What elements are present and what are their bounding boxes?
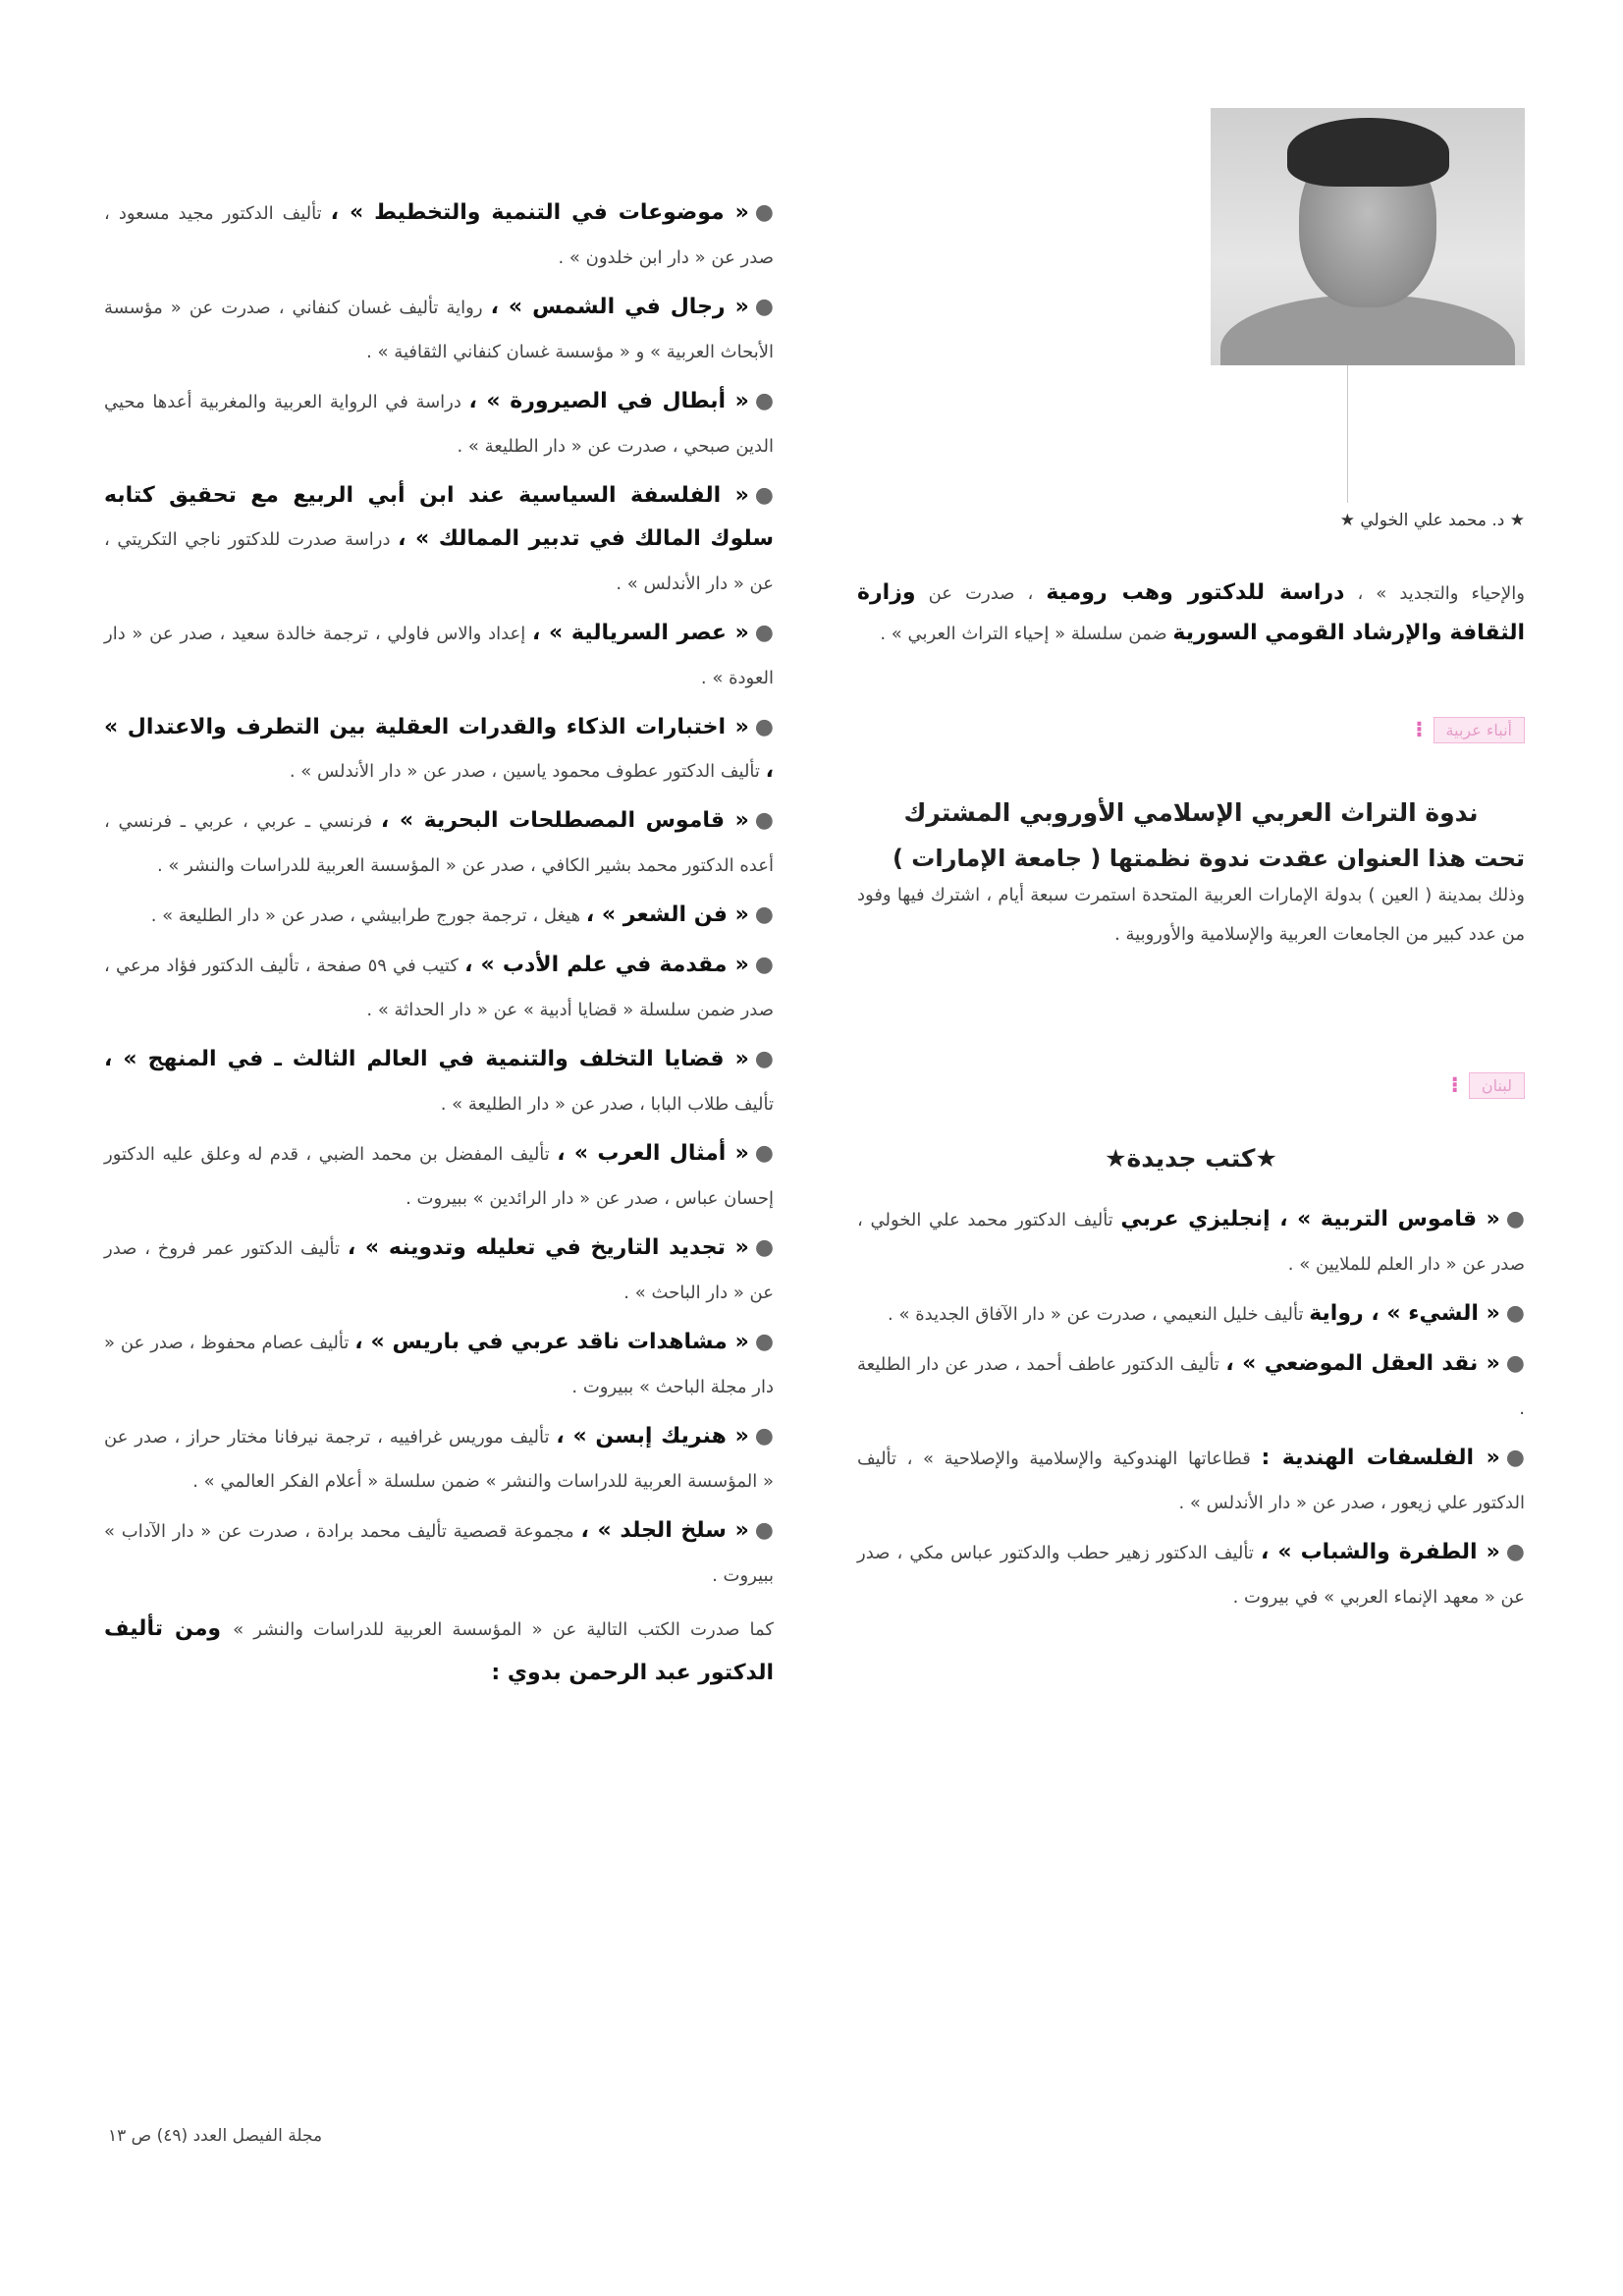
book-author: قطاعاتها الهندوكية والإسلامية والإصلاحية » ، تأليف الدكتور علي زيعور ، [857, 1449, 1525, 1513]
book-publisher: صدر عن « دار ابن خلدون » . [558, 247, 774, 268]
book-publisher: صدر عن « دار الطليعة » . [440, 1094, 640, 1115]
book-publisher: صدر عن دار الطليعة . [857, 1354, 1525, 1419]
book-entry [104, 1038, 774, 1126]
intro-text-3: ضمن سلسلة « إحياء التراث العربي » . [880, 624, 1173, 644]
book-author: كتيب في ٥٩ صفحة ، تأليف الدكتور فؤاد مرعي ، [104, 956, 465, 976]
bullet-icon: ● [754, 200, 774, 225]
book-author: فرنسي ـ عربي ، عربي ـ فرنسي ، أعده الدكتور محمد بشير الكافي ، [104, 811, 774, 876]
book-author: تأليف المفضل بن محمد الضبي ، قدم له وعلق عليه الدكتور إحسان عباس ، [104, 1144, 774, 1209]
section-tag-arab-news [857, 717, 1525, 743]
book-publisher: صدرت عن « مؤسسة الأبحاث العربية » و « مؤسسة غسان كنفاني الثقافية » . [104, 298, 774, 362]
book-title: « الشيء » ، رواية [1309, 1301, 1500, 1326]
bullet-icon: ● [754, 483, 774, 508]
intro-text-1: والإحياء والتجديد » ، [1344, 583, 1525, 604]
book-title: « قضايا التخلف والتنمية في العالم الثالث ـ في المنهج » ، [104, 1047, 749, 1071]
book-entries-list [104, 191, 774, 1598]
new-book-entry [857, 1531, 1525, 1619]
book-entry [104, 191, 774, 280]
bullet-icon: ● [754, 808, 774, 833]
section-tag-label: أنباء عربية [1434, 717, 1525, 743]
new-book-entry [857, 1342, 1525, 1431]
book-author: دراسة في الرواية العربية والمغربية أعدها محيي الدين صبحي ، [104, 392, 774, 457]
book-publisher: صدرت عن « دار الآداب » ببيروت . [104, 1521, 774, 1586]
book-entry [104, 799, 774, 888]
book-publisher: صدر عن « دار العلم للملايين » . [1287, 1254, 1525, 1275]
book-title: « تجديد التاريخ في تعليله وتدوينه » ، [347, 1235, 749, 1260]
book-author: تأليف الدكتور محمد علي الخولي ، [857, 1210, 1121, 1230]
book-title: « فن الشعر » ، [585, 902, 749, 927]
book-author: تأليف موريس غرافييه ، ترجمة نيرفانا مختار حراز ، [174, 1427, 557, 1448]
photo-block [857, 108, 1525, 579]
page-footer: مجلة الفيصل العدد (٤٩) ص ١٣ [108, 2126, 323, 2146]
right-column [857, 108, 1525, 1625]
book-publisher: صدر عن « دار مجلة الباحث » ببيروت . [104, 1333, 774, 1397]
book-author: تأليف خليل النعيمي ، [1151, 1304, 1310, 1325]
book-publisher: صدر عن « دار الباحث » . [104, 1238, 774, 1303]
book-title: « قاموس التربية » ، إنجليزي عربي [1120, 1207, 1500, 1231]
book-entry [104, 1132, 774, 1221]
book-author: هيغل ، ترجمة جورج طرابيشي ، [350, 905, 586, 926]
bullet-icon: ● [754, 1047, 774, 1071]
book-author: تأليف الدكتور زهير حطب والدكتور عباس مكي ، [896, 1543, 1261, 1563]
book-entry [104, 1227, 774, 1315]
book-entry [104, 1321, 774, 1409]
book-entry [104, 944, 774, 1032]
bullet-icon: ● [754, 1235, 775, 1260]
book-author: تأليف الدكتور عطوف محمود ياسين ، [491, 761, 766, 782]
book-title: « اختبارات الذكاء والقدرات العقلية بين التطرف والاعتدال » ، [104, 715, 774, 783]
book-author: تأليف الدكتور مجيد مسعود ، [104, 203, 331, 224]
book-author: دراسة صدرت للدكتور ناجي التكريتي ، [104, 529, 399, 550]
new-books-list [857, 1198, 1525, 1619]
section-tag-label: لبنان [1469, 1072, 1525, 1099]
bullet-icon: ● [754, 715, 774, 739]
new-books-title [857, 1144, 1525, 1173]
book-title: « رجال في الشمس » ، [490, 295, 749, 319]
intro-text-2: ، صدرت عن [915, 583, 1047, 604]
photo-divider [1347, 365, 1348, 503]
new-book-entry [857, 1292, 1525, 1337]
book-entry [104, 894, 774, 938]
book-title: « مشاهدات ناقد عربي في باريس » ، [354, 1330, 749, 1354]
intro-author: دراسة للدكتور وهب رومية [1046, 580, 1345, 605]
book-publisher: صدر عن « معهد الإنماء العربي » في بيروت . [857, 1543, 1525, 1608]
intro-paragraph [857, 574, 1525, 654]
bullet-icon: ● [754, 295, 774, 319]
bullet-icon: ● [754, 389, 775, 413]
book-publisher: صدرت عن « دار الطليعة » . [457, 436, 673, 457]
star-icon: ★ [1105, 1144, 1127, 1173]
bullet-icon: ● [1505, 1351, 1525, 1376]
bullet-icon: ● [754, 621, 774, 645]
book-entry [104, 612, 774, 700]
book-entry [104, 706, 774, 793]
tag-dots-icon: ⁝ [1415, 717, 1424, 742]
seminar-title: ندوة التراث العربي الإسلامي الأوروبي المشترك [903, 798, 1479, 827]
book-publisher: صدر عن « دار الأندلس » . [1178, 1493, 1381, 1513]
book-author: تأليف الدكتور عاطف أحمد ، [1014, 1354, 1226, 1375]
book-entry [104, 1509, 774, 1598]
closing-text: كما صدرت الكتب التالية عن « المؤسسة العربية للدراسات والنشر » [233, 1619, 774, 1640]
book-entry [104, 380, 774, 468]
book-publisher: صدر عن « دار الأندلس » . [289, 761, 492, 782]
new-book-entry [857, 1437, 1525, 1525]
bullet-icon: ● [754, 1330, 775, 1354]
book-author: تأليف طلاب البابا ، [639, 1094, 774, 1115]
book-author: إعداد والاس فاولي ، ترجمة خالدة سعيد ، [219, 624, 532, 644]
bullet-icon: ● [1505, 1207, 1525, 1231]
bullet-icon: ● [754, 902, 774, 927]
book-publisher: صدر عن « دار الطليعة » . [150, 905, 351, 926]
star-icon: ★ [1255, 1144, 1277, 1173]
book-title: « مقدمة في علم الأدب » ، [464, 953, 749, 977]
book-title: « الطفرة والشباب » ، [1260, 1540, 1500, 1564]
photo-caption: ★ د. محمد علي الخولي ★ [1339, 511, 1525, 530]
book-title: « نقد العقل الموضعي » ، [1225, 1351, 1500, 1376]
book-author: مجموعة قصصية تأليف محمد برادة ، [304, 1521, 581, 1542]
closing-author: ومن تأليف الدكتور عبد الرحمن بدوي : [104, 1616, 774, 1685]
book-publisher: صدر عن « المؤسسة العربية للدراسات والنشر » . [156, 855, 530, 876]
book-publisher: عن « دار الأندلس » . [616, 574, 774, 594]
bullet-icon: ● [1505, 1301, 1525, 1326]
bullet-icon: ● [1505, 1446, 1525, 1470]
book-publisher: صدرت عن « دار الآفاق الجديدة » . [888, 1304, 1152, 1325]
book-title: « هنريك إبسن » ، [556, 1424, 749, 1449]
bullet-icon: ● [754, 1518, 774, 1543]
book-publisher: صدر ضمن سلسلة « قضايا أدبية » عن « دار الحداثة » . [366, 1000, 774, 1020]
intro-publisher: وزارة الثقافة والإرشاد القومي السورية [857, 580, 1525, 645]
book-title: « قاموس المصطلحات البحرية » ، [380, 808, 749, 833]
book-title: « أبطال في الصيرورة » ، [468, 389, 749, 413]
left-column [104, 191, 774, 1701]
seminar-lead: تحت هذا العنوان عقدت ندوة نظمتها ( جامعة الإمارات ) [892, 845, 1525, 872]
book-title: « أمثال العرب » ، [557, 1141, 749, 1166]
author-photo [1211, 108, 1525, 365]
book-title: « عصر السريالية » ، [532, 621, 749, 645]
photo-hair [1287, 118, 1449, 187]
book-author: تأليف عصام محفوظ ، [189, 1333, 355, 1353]
bullet-icon: ● [754, 1141, 774, 1166]
book-entry [104, 286, 774, 374]
book-entry [104, 474, 774, 606]
new-book-entry [857, 1198, 1525, 1286]
seminar-body: وذلك بمدينة ( العين ) بدولة الإمارات العربية المتحدة استمرت سبعة أيام ، اشترك فيها وفود من عدد كبير من الجامعات العربية والإسلامية والأوروبية . [857, 885, 1525, 945]
book-title: « موضوعات في التنمية والتخطيط » ، [330, 200, 749, 225]
new-books-title-text: كتب جديدة [1126, 1144, 1256, 1173]
book-author: رواية تأليف غسان كنفاني ، [278, 298, 491, 318]
book-publisher: صدر عن « دار العودة » . [104, 624, 774, 688]
bullet-icon: ● [754, 1424, 774, 1449]
book-title: « الفلسفات الهندية : [1261, 1446, 1500, 1470]
book-author: تأليف الدكتور عمر فروخ ، [144, 1238, 348, 1259]
tag-dots-icon: ⁝ [1450, 1072, 1459, 1098]
closing-paragraph [104, 1608, 774, 1695]
book-publisher: صدر عن « المؤسسة العربية للدراسات والنشر » ضمن سلسلة « أعلام الفكر العالمي » . [104, 1427, 774, 1492]
book-title: « سلخ الجلد » ، [580, 1518, 749, 1543]
book-title: « الفلسفة السياسية عند ابن أبي الربيع مع تحقيق كتابه سلوك المالك في تدبير الممالك » ، [104, 483, 774, 551]
bullet-icon: ● [754, 953, 774, 977]
book-publisher: صدر عن « دار الرائدين » ببيروت . [406, 1188, 665, 1209]
bullet-icon: ● [1505, 1540, 1525, 1564]
section-tag-lebanon [857, 1072, 1525, 1099]
book-entry [104, 1415, 774, 1503]
